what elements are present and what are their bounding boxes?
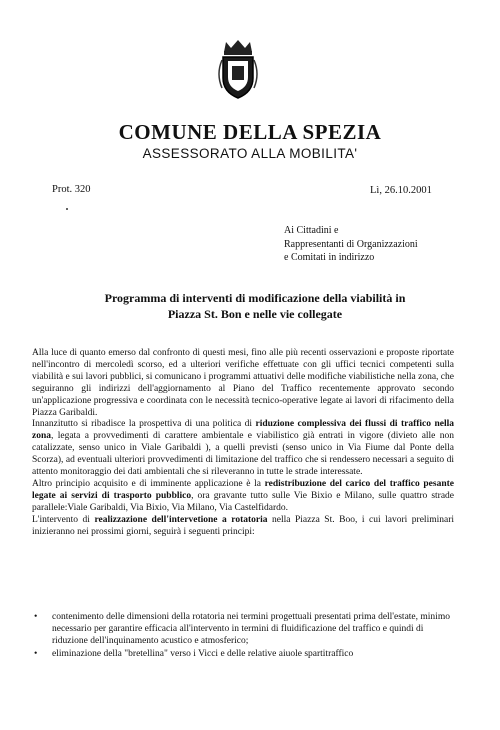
paragraph-text: Alla luce di quanto emerso dal confronto di questi mesi, fino alle più recenti osservazioni e proposte riportate nell'incontro di mercoledì scorso, ed a ulteriori verifiche effettuate con gli uffici tecnici competenti sulla viabilità e sui lavori pubblici, si comunicano i programmi attuativi delle modifiche viabilistiche nella zona, che seguiranno gli indirizzi dell'aggiornamento al Piano del Traffico recentemente approvato secondo un'applicazione progressiva e coordinata con le necessità tecnico-operative legate ai lavori di rifacimento della Piazza Garibaldi. — [32, 348, 454, 418]
paragraph-text: nella Piazza St. Boo, i cui lavori preliminari inizieranno nei prossimi giorni, seguirà i seguenti principi: — [32, 514, 455, 537]
letter-body — [32, 348, 454, 539]
paragraph-text: , legata a provvedimenti di carattere ambientale e viabilistico già entrati in vigore (divieto alle non catalizzate, senso unico in Viale Garibaldi ), a quelli previsti (senso unico in Via Fiume dal Ponte della Scorza), ad eventuali ulteriori provvedimenti di limitazione del traffico che si rendessero necessari a seguito di attento monitoraggio dei dati ambientali che si rileveranno in tutte le strade interessate. — [32, 431, 454, 478]
letter-date: Lì, 26.10.2001 — [370, 185, 432, 196]
department-subtitle: ASSESSORATO ALLA MOBILITA' — [142, 146, 358, 161]
ink-dot — [66, 208, 68, 210]
list-item — [32, 612, 454, 648]
body-paragraph — [32, 479, 454, 515]
paragraph-text: L'intervento di — [32, 514, 95, 525]
subject-line: Piazza St. Bon e nelle vie collegate — [167, 307, 343, 321]
body-paragraph — [32, 419, 454, 479]
body-paragraph — [32, 515, 454, 539]
subject-heading — [60, 290, 450, 322]
recipient-line: e Comitati in indirizzo — [284, 252, 375, 264]
list-item — [32, 649, 454, 661]
subject-line: Programma di interventi di modificazione della viabilità in — [104, 291, 406, 305]
body-paragraph — [32, 348, 454, 419]
principles-list — [32, 612, 454, 662]
emphasis-text: realizzazione dell'intervetione a rotatoria — [94, 514, 268, 525]
bullet-mark: • — [34, 648, 38, 659]
recipient-line: Ai Cittadini e — [284, 225, 339, 236]
recipient-line: Rappresentanti di Organizzazioni — [284, 238, 418, 250]
emphasis-text: riduzione complessiva dei flussi di traffico nella zona — [32, 419, 454, 442]
list-item-text: contenimento delle dimensioni della rotatoria nei termini progettuali presentati prima dell'estate, minimo necessario per garantire efficacia all'intervento in termini di fluidificazione del traffico e quindi di riduzione dell'inquinamento acustico e atmosferico; — [52, 612, 450, 646]
city-crest-icon — [214, 38, 262, 100]
protocol-number: Prot. 320 — [52, 184, 91, 195]
paragraph-text: , ora gravante tutto sulle Vie Bixio e Milano, sulle quattro strade parallele:Viale Garibaldi, Via Bixio, Via Milano, Via Castelfidardo. — [32, 490, 455, 513]
recipients-block — [284, 224, 418, 265]
emphasis-text: redistribuzione del carico del traffico pesante legate ai servizi di trasporto pubblico — [32, 478, 454, 501]
paragraph-text: Altro principio acquisito e di imminente applicazione è la — [32, 478, 265, 489]
municipality-title: COMUNE DELLA SPEZIA — [118, 120, 382, 144]
paragraph-text: Innanzitutto si ribadisce la prospettiva di una politica di — [32, 419, 256, 430]
bullet-mark: • — [34, 612, 38, 622]
list-item-text: eliminazione della "bretellina" verso i Vicci e delle relative aiuole spartitraffico — [52, 648, 354, 659]
